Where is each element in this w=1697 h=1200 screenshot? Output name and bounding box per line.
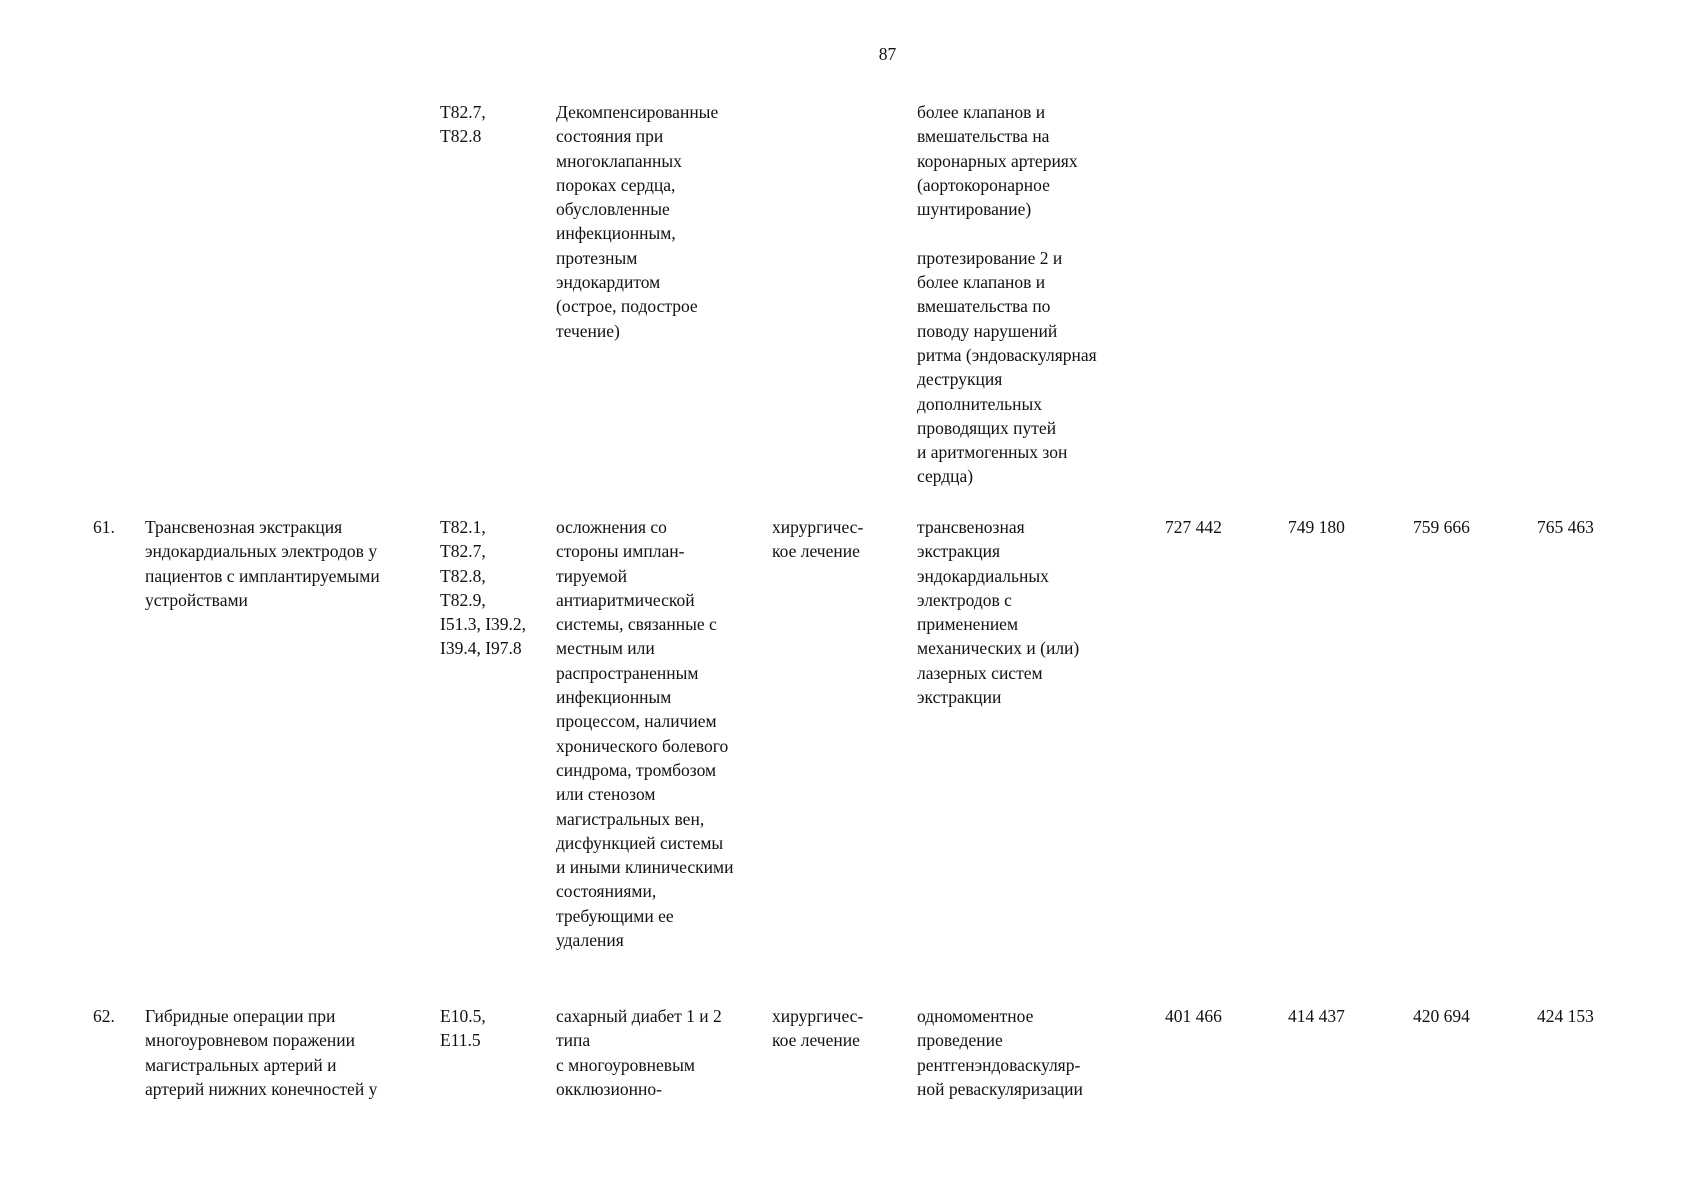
cost-value: 424 153 [1537,1006,1594,1026]
treatment-type: хирургичес- кое лечение [772,1006,864,1051]
cost-value: 414 437 [1288,1006,1345,1026]
row-number: 62. [93,1006,115,1026]
cost-value: 765 463 [1537,517,1594,537]
row-number: 61. [93,517,115,537]
cost-value: 727 442 [1165,517,1222,537]
icd-codes: T82.1, T82.7, T82.8, T82.9, I51.3, I39.2, I39.4, I97.8 [440,517,527,659]
icd-codes: T82.7, T82.8 [440,102,486,147]
cost-value: 759 666 [1413,517,1470,537]
cost-value: 401 466 [1165,1006,1222,1026]
icd-codes: E10.5, E11.5 [440,1006,486,1051]
page-number: 87 [878,44,897,64]
procedure-name: Гибридные операции при многоуровневом поражении магистральных артерий и артерий нижних конечностей у [145,1006,378,1099]
treatment-type: хирургичес- кое лечение [772,517,864,562]
patient-model: осложнения со стороны имплан- тируемой антиаритмической системы, связанные с местным или распространенным инфекционным процессом, наличием хронического болевого синдрома, тромбозом или стенозом магистральных вен, дисфункцией системы и иными клиническими состояниями, требующими ее удаления [556,517,734,951]
patient-model: Декомпенсированные состояния при многоклапанных пороках сердца, обусловленные инфекционным, протезным эндокардитом (острое, подострое течение) [556,102,719,341]
treatment-method: более клапанов и вмешательства на коронарных артериях (аортокоронарное шунтирование) протезирование 2 и более клапанов и вмешательства по поводу нарушений ритма (эндоваскулярная деструкция дополнительных проводящих путей и аритмогенных зон сердца) [917,102,1097,487]
procedure-name: Трансвенозная экстракция эндокардиальных электродов у пациентов с имплантируемыми устройствами [145,517,380,610]
treatment-method: трансвенозная экстракция эндокардиальных электродов с применением механических и (или) лазерных систем экстракции [917,517,1080,708]
cost-value: 749 180 [1288,517,1345,537]
cost-value: 420 694 [1413,1006,1470,1026]
treatment-method: одномоментное проведение рентгенэндоваскуляр- ной реваскуляризации [917,1006,1083,1099]
patient-model: сахарный диабет 1 и 2 типа с многоуровневым окклюзионно- [556,1006,722,1099]
